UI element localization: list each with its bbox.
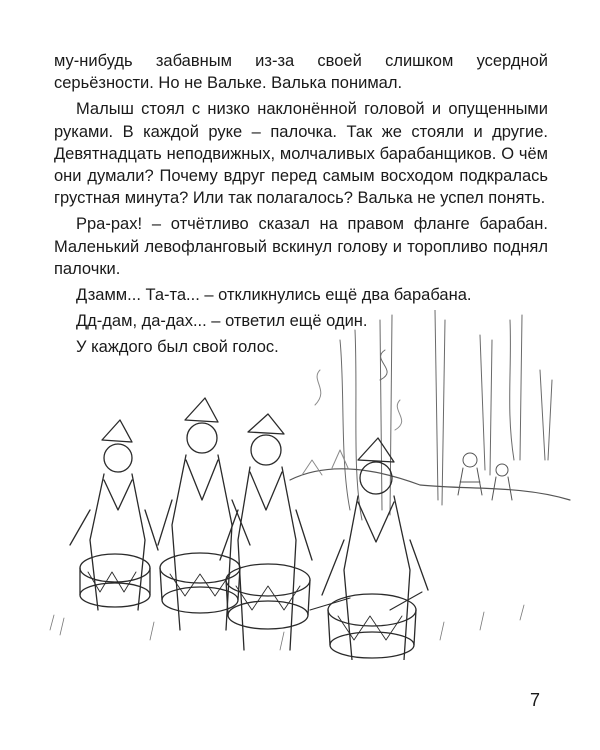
drummer-3 bbox=[220, 414, 312, 650]
paragraph-2: Малыш стоял с низко наклонённой головой и опущенными руками. В каждой руке – палочка. Так же стояли и другие. Девятнадцать неподвижных, молчаливых барабанщиков. О чём они думали? Почему вдруг перед самым восходом подкралась грустная минута? Или так полагалось? Валька не успел понять. bbox=[54, 100, 548, 208]
drummers-illustration bbox=[40, 310, 580, 660]
paragraph-3: Рра-рах! – отчётливо сказал на правом фланге барабан. Маленький левофланговый вскинул голову и торопливо поднял палочки. bbox=[54, 215, 548, 278]
page-number: 7 bbox=[529, 690, 540, 710]
forest-background bbox=[290, 310, 570, 520]
paragraph-6: У каждого был свой голос. bbox=[76, 338, 279, 357]
paragraph-1: му-нибудь забавным из-за своей слишком усердной серьёзности. Но не Вальке. Валька понимал. bbox=[54, 52, 548, 93]
paragraph-5: Дд-дам, да-дах... – ответил ещё один. bbox=[76, 312, 368, 331]
drummer-1 bbox=[70, 420, 158, 610]
paragraph-4: Дзамм... Та-та... – откликнулись ещё два барабана. bbox=[76, 286, 472, 305]
